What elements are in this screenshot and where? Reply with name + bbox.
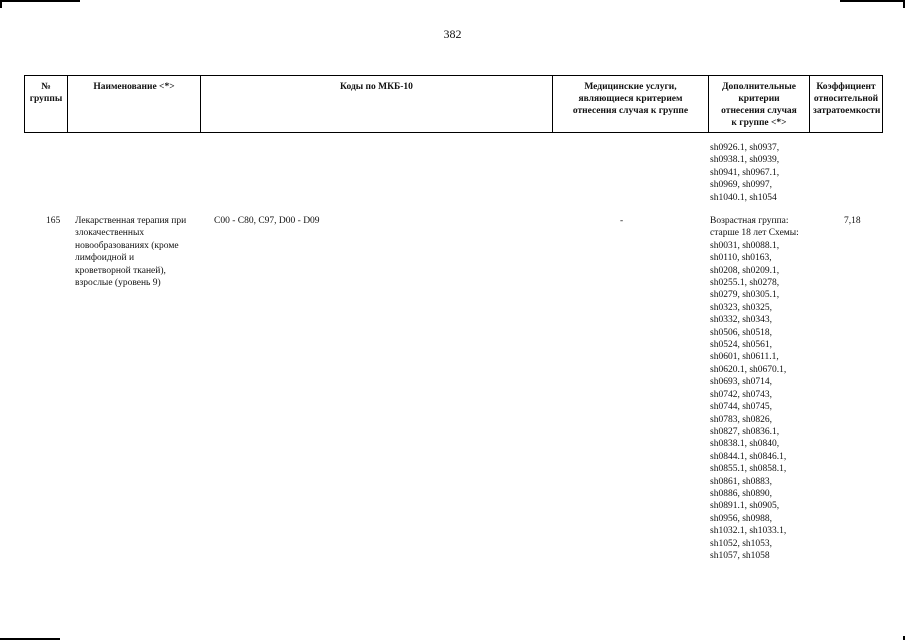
- header-coefficient: Коэффициент относительной затратоемкости: [810, 76, 883, 133]
- header-medical-services: Медицинские услуги, являющиеся критерием отнесения случая к группе: [553, 76, 709, 133]
- row-extra-criteria: Возрастная группа: старше 18 лет Схемы: sh0031, sh0088.1, sh0110, sh0163, sh0208, sh0209.1, sh0255.1, sh0278, sh0279, sh0305.1, sh0323, sh0325, sh0332, sh0343, sh0506, sh0518, sh0524, sh0561, sh0601, sh0611.1, sh0620.1, sh0670.1, sh0693, sh0714, sh0742, sh0743, sh0744, sh0745, sh0783, sh0826, sh0827, sh0836.1, sh0838.1, sh0840, sh0844.1, sh0846.1, sh0855.1, sh0858.1, sh0861, sh0883, sh0886, sh0890, sh0891.1, sh0905, sh0956, sh0988, sh1032.1, sh1033.1, sh1052, sh1053, sh1057, sh1058: [710, 216, 799, 561]
- table-header: [24, 75, 883, 133]
- header-name: Наименование <*>: [68, 76, 201, 133]
- continuation-extra-criteria: sh0926.1, sh0937, sh0938.1, sh0939, sh0941, sh0967.1, sh0969, sh0997, sh1040.1, sh1054: [710, 143, 780, 203]
- row-mkb-codes: C00 - C80, C97, D00 - D09: [214, 216, 320, 226]
- row-coefficient: 7,18: [844, 216, 861, 226]
- row-group-name: Лекарственная терапия при злокачественных новообразованиях (кроме лимфоидной и кроветворной тканей), взрослые (уровень 9): [75, 216, 187, 289]
- header-extra-criteria: Дополнительные критерии отнесения случая к группе <*>: [709, 76, 810, 133]
- header-row: [25, 76, 883, 133]
- scan-corner-mark: [0, 0, 2, 8]
- header-group-number: № группы: [25, 76, 68, 133]
- row-group-number: 165: [46, 216, 61, 226]
- row-medical-services: -: [620, 216, 624, 226]
- page-number: 382: [443, 27, 462, 41]
- scan-corner-mark: [840, 0, 905, 2]
- header-mkb-codes: Коды по МКБ-10: [201, 76, 553, 133]
- scan-corner-mark: [0, 0, 80, 2]
